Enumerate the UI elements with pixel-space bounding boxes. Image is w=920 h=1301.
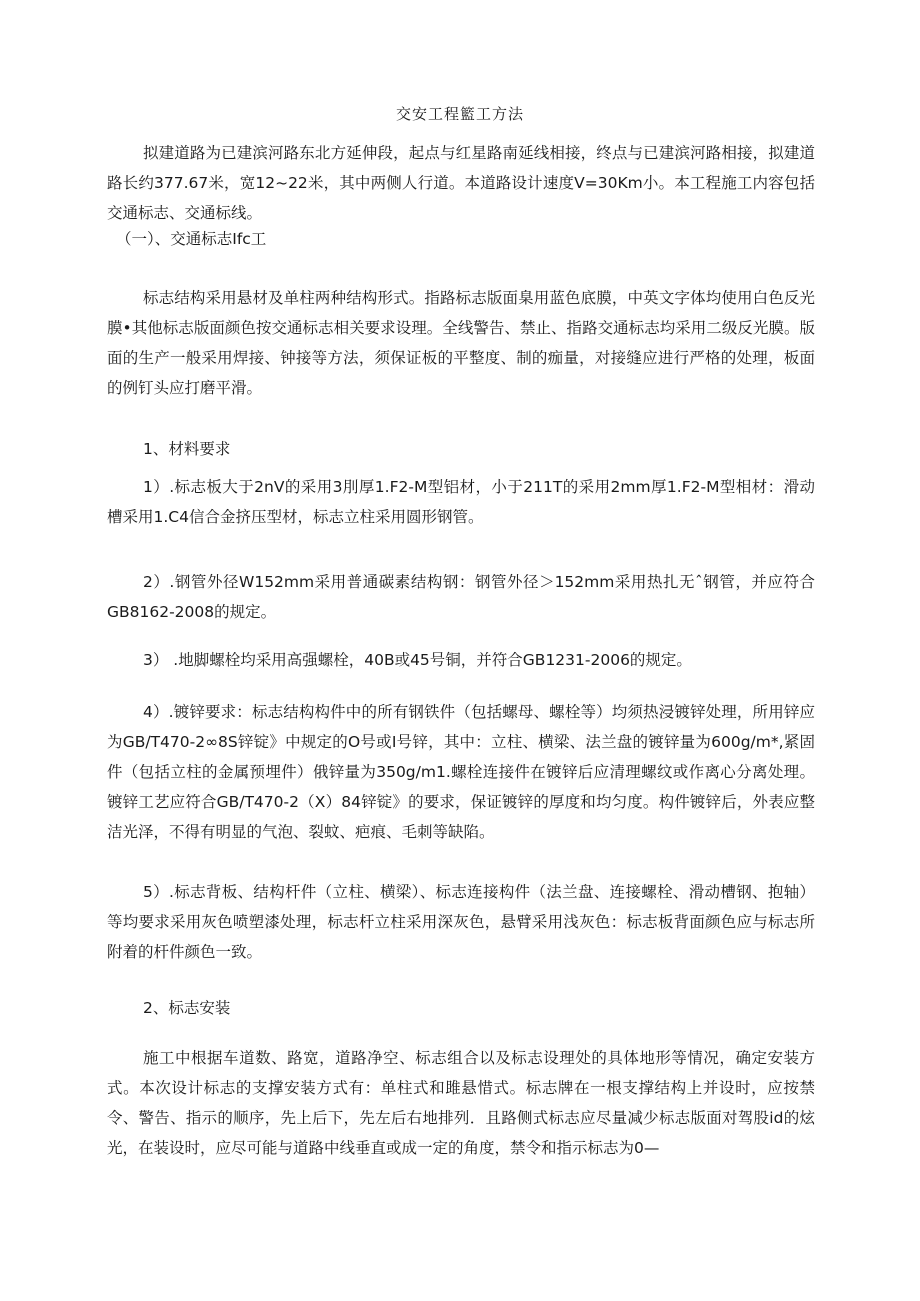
section1-heading: （一）、交通标志Ifc工 (116, 230, 267, 248)
subsection2-heading: 2、标志安装 (143, 999, 231, 1017)
list-item-1: 1）.标志板大于2nV的采用3刖厚1.F2-M型铝材，小于211T的采用2mm厚1.F2-M型相材：滑动槽采用1.C4信合金挤压型材，标志立柱采用圆形钢管。 (107, 478, 815, 526)
subsection1-heading: 1、材料要求 (143, 440, 231, 458)
list-item-5: 5）.标志背板、结构杆件（立柱、横梁）、标志连接构件（法兰盘、连接螺栓、滑动槽钢、抱轴）等均要求采用灰色喷塑漆处理，标志杆立柱采用深灰色，悬臂采用浅灰色：标志板背面颜色应与标志所附着的杆件颜色一致。 (107, 883, 815, 961)
intro-paragraph: 拟建道路为已建滨河路东北方延伸段，起点与红星路南延线相接，终点与已建滨河路相接，拟建道路长约377.67米，宽12~22米，其中两侧人行道。本道路设计速度V=30Km小。本工程施工内容包括交通标志、交通标线。 (107, 144, 815, 222)
section1-paragraph: 标志结构采用悬材及单柱两种结构形式。指路标志版面臬用蓝色底膜，中英文字体均使用白色反光膜•其他标志版面颜色按交通标志相关要求设理。全线警告、禁止、指路交通标志均采用二级反光膜。版面的生产一般采用焊接、钟接等方法，须保证板的平整度、制的痂量，对接缝应进行严格的处理，板面的例钉头应打磨平滑。 (107, 289, 815, 397)
list-item-4: 4）.镀锌要求：标志结构构件中的所有钢铁件（包括螺母、螺栓等）均须热浸镀锌处理，所用锌应为GB∕T470-2∞8S锌锭》中规定的O号或I号锌，其中：立柱、横梁、法兰盘的镀锌量为600g∕m*,紧固件（包括立柱的金属预埋件）俄锌量为350g/m1.螺栓连接件在镀锌后应清理螺纹或作离心分离处理。镀锌工艺应符合GB∕T470-2（X）84锌锭》的要求，保证镀锌的厚度和均匀度。构件镀锌后，外表应整洁光泽，不得有明显的气泡、裂蚊、疤痕、毛刺等缺陷。 (107, 703, 815, 841)
list-item-3: 3） .地脚螺栓均采用高强螺栓，40B或45号铜，并符合GB1231-2006的规定。 (143, 651, 692, 669)
document-title: 交安工程籃工方法 (395, 105, 524, 123)
list-item-2: 2）.钢管外径W152mm采用普通碳素结构钢：钢管外径＞152mm采用热扎无ˆ钢管，并应符合GB8162-2008的规定。 (107, 573, 815, 621)
subsection2-paragraph: 施工中根据车道数、路宽，道路净空、标志组合以及标志设理处的具体地形等情况，确定安装方式。本次设计标志的支撑安装方式有：单柱式和雎悬惜式。标志牌在一根支撑结构上并设时，应按禁令、警告、指示的顺序，先上后下，先左后右地排列．且路侧式标志应尽量减少标志版面对驾股id的炫光，在装设时，应尽可能与道路中线垂直或成一定的角度，禁令和指示标志为0— (107, 1049, 815, 1157)
